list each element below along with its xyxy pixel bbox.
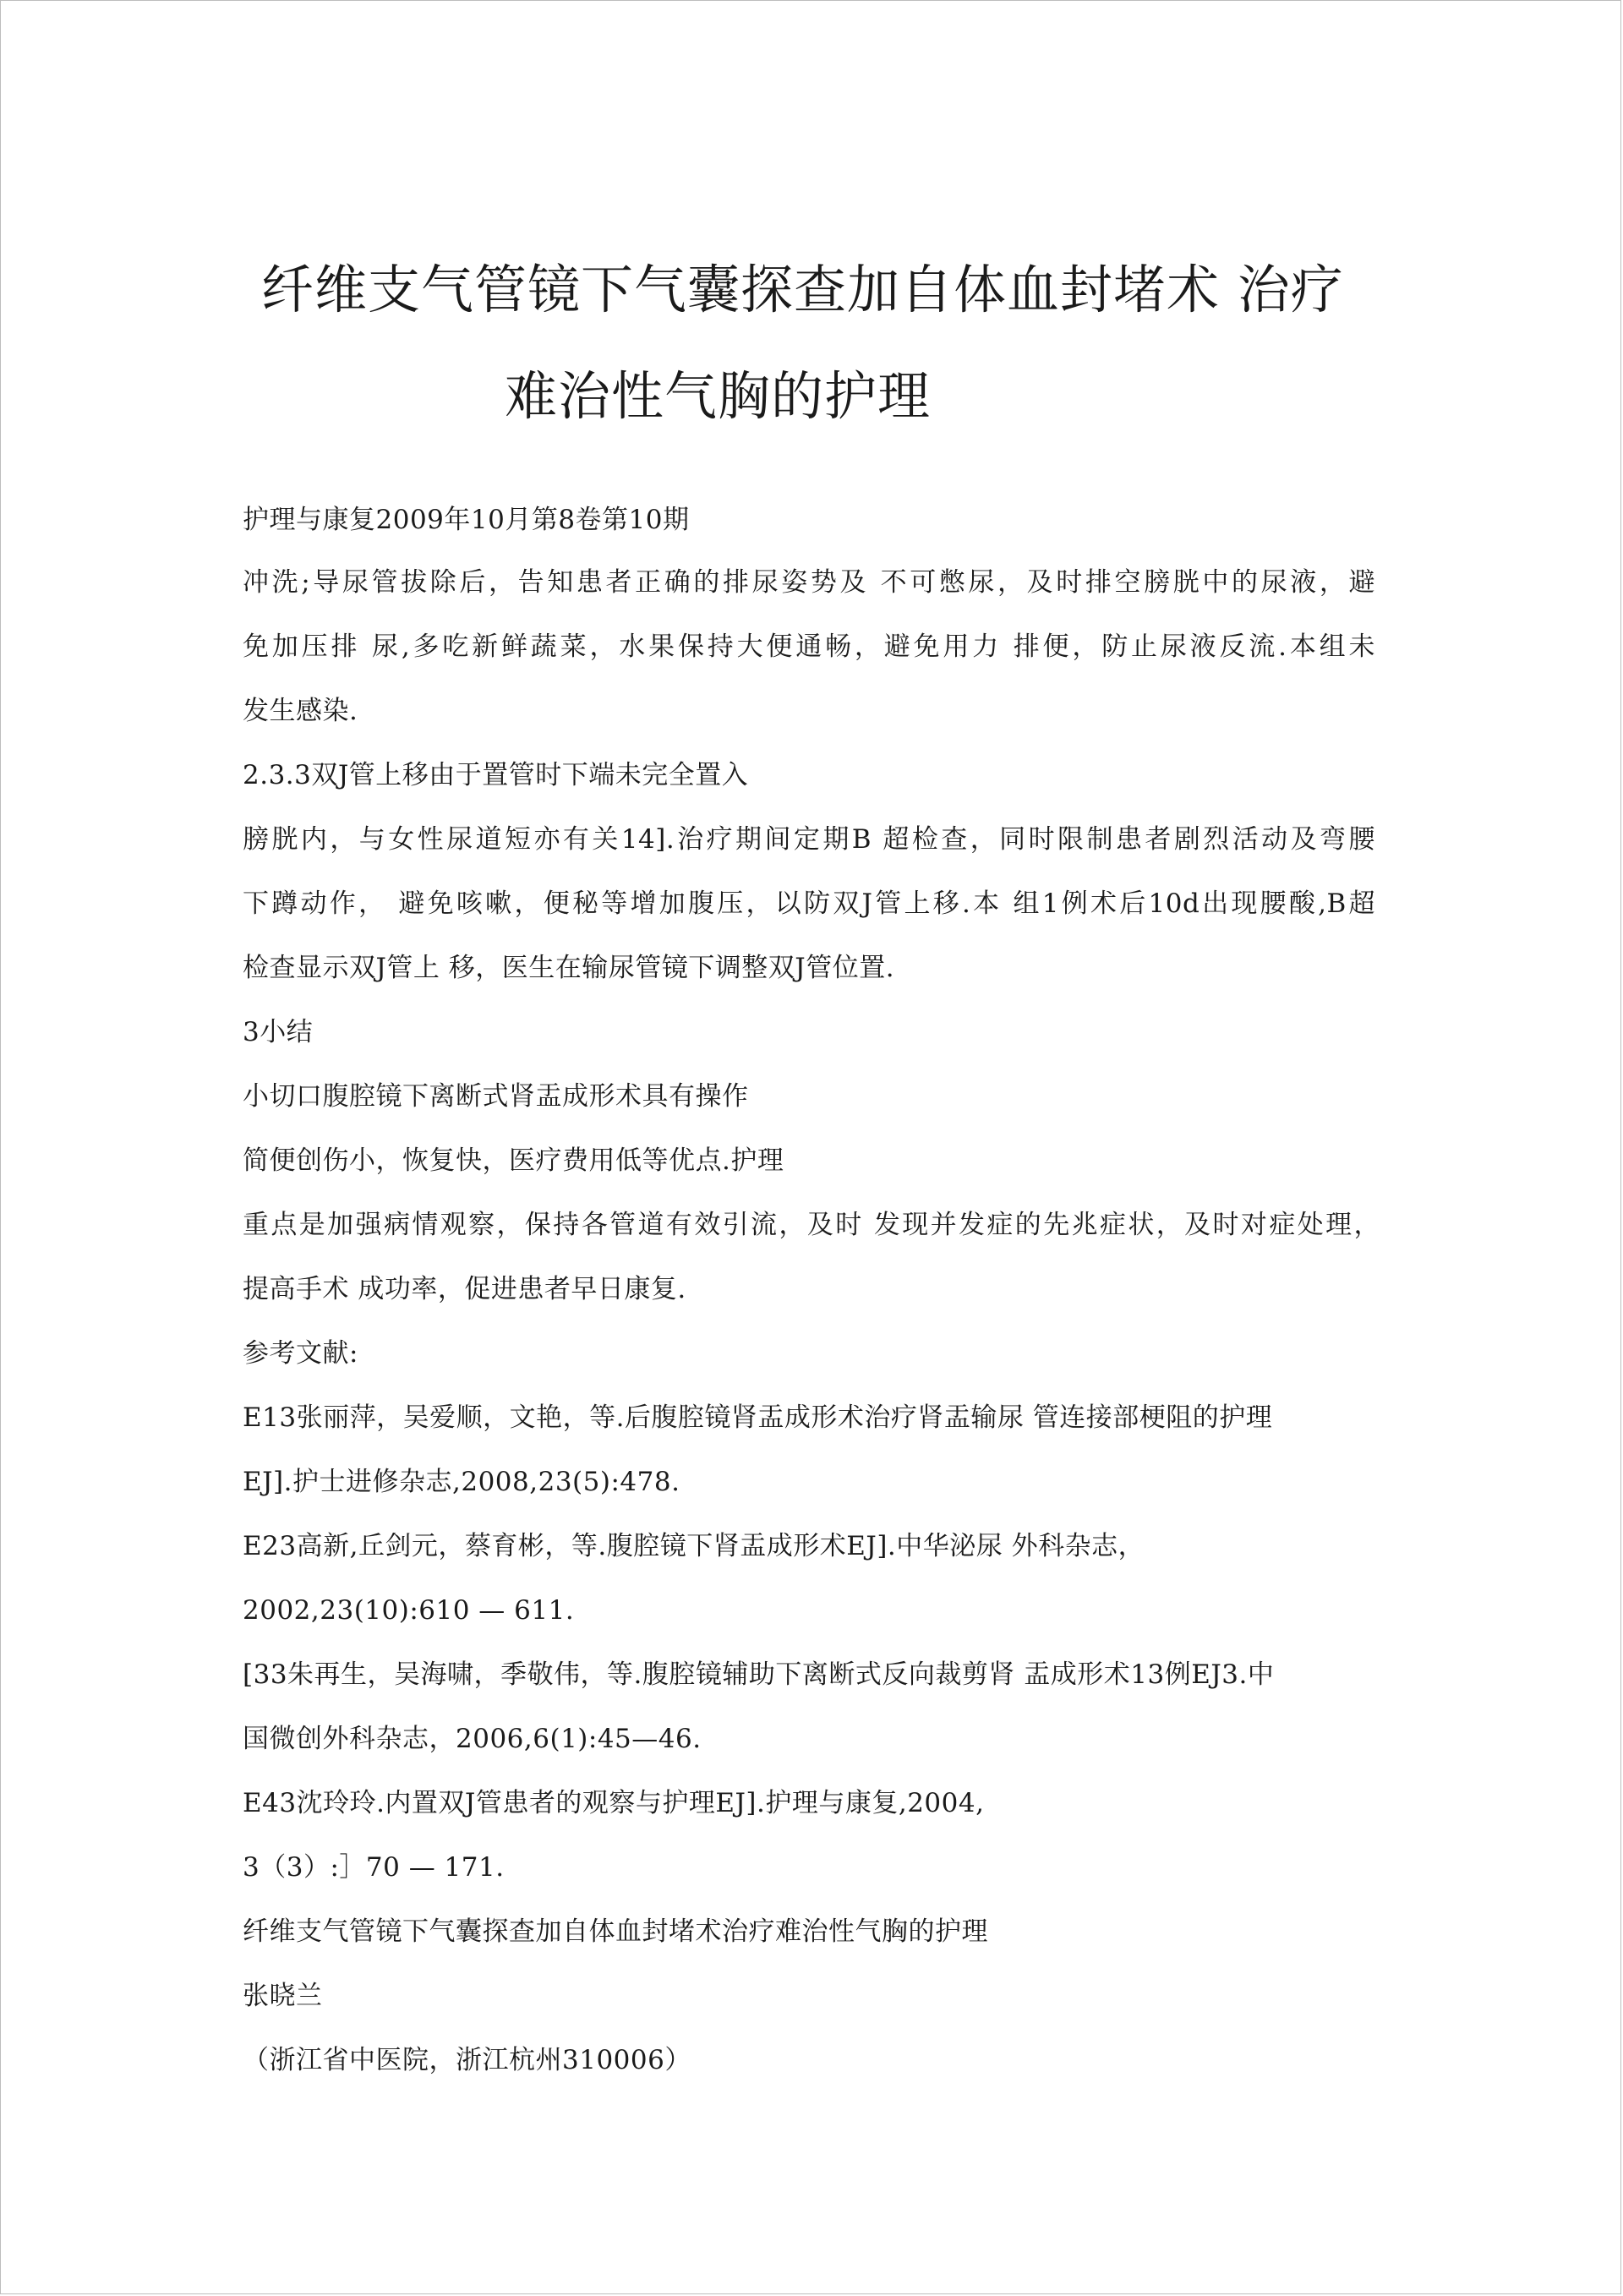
reference-line: E23高新,丘剑元，蔡育彬，等.腹腔镜下肾盂成形术EJ].中华泌尿 外科杂志， [243,1531,1145,1561]
article-title-line-2: 难治性气胸的护理 [505,365,932,427]
reference-line: 3（3）:］70 — 171. [243,1852,505,1883]
paragraph-line: 检查显示双J管上 移，医生在输尿管镜下调整双J管位置. [243,953,895,983]
paragraph-line: 重点是加强病情观察，保持各管道有效引流，及时 发现并发症的先兆症状，及时对症处理， [243,1210,1380,1240]
author-name: 张晓兰 [243,1981,323,2011]
paragraph-line: 发生感染. [243,696,358,726]
next-article-title: 纤维支气管镜下气囊探查加自体血封堵术治疗难治性气胸的护理 [243,1916,988,1947]
reference-line: EJ].护士进修杂志,2008,23(5):478. [243,1467,680,1497]
reference-line: E13张丽萍，吴爱顺，文艳，等.后腹腔镜肾盂成形术治疗肾盂输尿 管连接部梗阻的护理 [243,1402,1273,1433]
reference-line: [33朱再生，吴海啸，季敬伟，等.腹腔镜辅助下离断式反向裁剪肾 盂成形术13例EJ3.中 [243,1659,1275,1690]
author-affiliation: （浙江省中医院，浙江杭州310006） [243,2045,691,2075]
paragraph-line: 下蹲动作， 避免咳嗽，便秘等增加腹压，以防双J管上移.本 组1例术后10d出现腰酸,B超 [243,888,1375,919]
reference-line: 2002,23(10):610 — 611. [243,1595,575,1626]
paragraph-line: 简便创伤小，恢复快，医疗费用低等优点.护理 [243,1145,784,1176]
paragraph-line: 免加压排 尿,多吃新鲜蔬菜，水果保持大便通畅，避免用力 排便，防止尿液反流.本组未 [243,631,1375,662]
reference-line: 国微创外科杂志，2006,6(1):45—46. [243,1724,702,1754]
section-heading-3: 3小结 [243,1017,314,1047]
paragraph-line: 小切口腹腔镜下离断式肾盂成形术具有操作 [243,1081,749,1112]
references-heading: 参考文献: [243,1338,358,1369]
paragraph-line: 提高手术 成功率，促进患者早日康复. [243,1274,686,1304]
journal-citation: 护理与康复2009年10月第8卷第10期 [243,505,690,535]
section-heading-2-3-3: 2.3.3双J管上移由于置管时下端未完全置入 [243,760,749,790]
article-title-line-1: 纤维支气管镜下气囊探查加自体血封堵术 治疗 [261,259,1344,320]
paragraph-line: 冲洗;导尿管拔除后，告知患者正确的排尿姿势及 不可憋尿，及时排空膀胱中的尿液，避 [243,567,1375,598]
paragraph-line: 膀胱内，与女性尿道短亦有关14].治疗期间定期B 超检查，同时限制患者剧烈活动及弯腰 [243,824,1375,855]
reference-line: E43沈玲玲.内置双J管患者的观察与护理EJ].护理与康复,2004, [243,1788,985,1818]
